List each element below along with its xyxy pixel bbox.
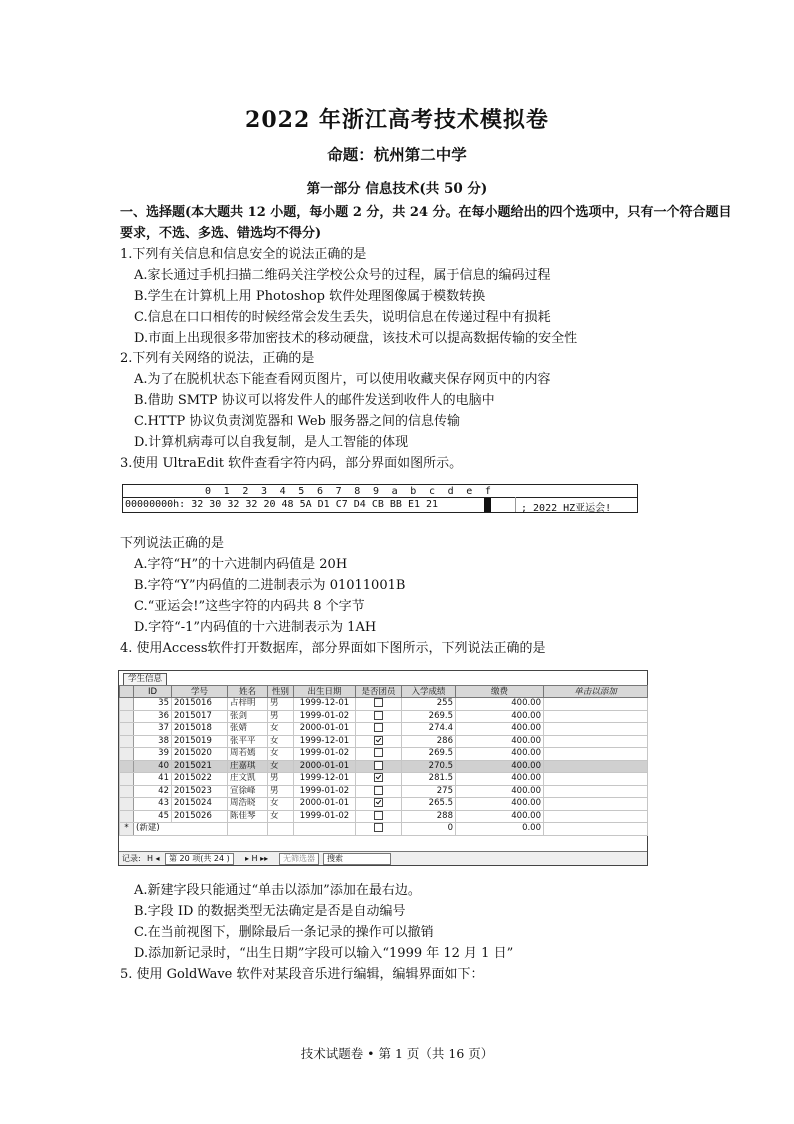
cell-id[interactable]: 39 xyxy=(134,748,172,761)
header-row xyxy=(120,686,648,698)
cell-score[interactable]: 269.5 xyxy=(402,710,456,723)
cell-member[interactable] xyxy=(356,748,402,761)
cell-score[interactable]: 274.4 xyxy=(402,723,456,736)
q1-option-d: D.市面上出现很多带加密技术的移动硬盘，该技术可以提高数据传输的安全性 xyxy=(134,331,578,346)
cell-name[interactable]: 张平平 xyxy=(228,735,268,748)
cell-sex[interactable]: 女 xyxy=(268,760,294,773)
q5-stem: 5. 使用 GoldWave 软件对某段音乐进行编辑，编辑界面如下： xyxy=(120,967,484,982)
cell-score[interactable]: 275 xyxy=(402,785,456,798)
cell-id[interactable]: 40 xyxy=(134,760,172,773)
cell-empty[interactable] xyxy=(544,823,648,836)
cell-score[interactable]: 265.5 xyxy=(402,798,456,811)
table-row[interactable] xyxy=(120,698,648,711)
table-row[interactable] xyxy=(120,710,648,723)
column-header-click-to-add[interactable]: 单击以添加 xyxy=(544,686,648,698)
page-footer: 技术试题卷 • 第 1 页（共 16 页） xyxy=(300,1046,494,1061)
hex-editor-strip xyxy=(122,484,638,513)
column-header-student-no[interactable]: 学号 xyxy=(172,686,228,698)
filter-indicator[interactable]: 无筛选器 xyxy=(279,853,319,865)
checkbox-unchecked[interactable] xyxy=(374,748,383,757)
column-header-birth[interactable]: 出生日期 xyxy=(294,686,356,698)
hex-column-header: 0 1 2 3 4 5 6 7 8 9 a b c d e f xyxy=(205,486,492,497)
cell-birth[interactable]: 2000-01-01 xyxy=(294,723,356,736)
cell-member[interactable] xyxy=(356,698,402,711)
cell-name[interactable]: 周浩晓 xyxy=(228,798,268,811)
cell-empty[interactable] xyxy=(544,785,648,798)
q3-option-d: D.字符“-1”内码值的十六进制表示为 1AH xyxy=(134,620,377,635)
cell-student-no[interactable]: 2015024 xyxy=(172,798,228,811)
cell-student-no[interactable]: 2015019 xyxy=(172,735,228,748)
table-tab[interactable]: 学生信息 xyxy=(123,673,167,685)
access-datasheet xyxy=(118,670,648,866)
cell-empty[interactable] xyxy=(544,773,648,786)
row-selector[interactable] xyxy=(120,698,134,711)
cell-fee[interactable]: 400.00 xyxy=(456,798,544,811)
hex-text-divider xyxy=(515,497,516,512)
cell-id[interactable]: 36 xyxy=(134,710,172,723)
cell-name[interactable]: 庄文凯 xyxy=(228,773,268,786)
datasheet-body xyxy=(120,698,648,836)
q3-option-a: A.字符“H”的十六进制内码值是 20H xyxy=(134,557,348,572)
q4-stem: 4. 使用Access软件打开数据库，部分界面如下图所示，下列说法正确的是 xyxy=(120,641,546,656)
cell-id[interactable]: 45 xyxy=(134,810,172,823)
checkbox-unchecked[interactable] xyxy=(374,761,383,770)
new-record-row[interactable] xyxy=(120,823,648,836)
cell-student-no[interactable]: 2015022 xyxy=(172,773,228,786)
q4-option-b: B.字段 ID 的数据类型无法确定是否是自动编号 xyxy=(134,904,406,919)
cell-student-no[interactable]: 2015023 xyxy=(172,785,228,798)
checkbox-checked[interactable] xyxy=(374,798,383,807)
cell-name[interactable]: 周若嫣 xyxy=(228,748,268,761)
cell-student-no[interactable]: 2015021 xyxy=(172,760,228,773)
table-row[interactable] xyxy=(120,735,648,748)
cell-birth[interactable]: 1999-12-01 xyxy=(294,735,356,748)
q4-option-a: A.新建字段只能通过“单击以添加”添加在最右边。 xyxy=(134,883,421,898)
row-selector[interactable] xyxy=(120,810,134,823)
q1-option-a: A.家长通过手机扫描二维码关注学校公众号的过程，属于信息的编码过程 xyxy=(134,268,551,283)
q2-option-a: A.为了在脱机状态下能查看网页图片，可以使用收藏夹保存网页中的内容 xyxy=(134,372,551,387)
cell-empty[interactable] xyxy=(544,748,648,761)
cell-id[interactable]: 42 xyxy=(134,785,172,798)
instructions-line-1: 一、选择题(本大题共 12 小题，每小题 2 分，共 24 分。在每小题给出的四个选项中，只有一个符合题目 xyxy=(120,205,732,220)
cell-fee[interactable]: 400.00 xyxy=(456,748,544,761)
new-row-marker[interactable]: * xyxy=(120,823,134,836)
checkbox-unchecked[interactable] xyxy=(374,823,383,832)
cell-sex[interactable]: 女 xyxy=(268,735,294,748)
q1-option-b: B.学生在计算机上用 Photoshop 软件处理图像属于模数转换 xyxy=(134,289,486,304)
cell-birth[interactable]: 1999-01-02 xyxy=(294,748,356,761)
cell-sex[interactable]: 女 xyxy=(268,748,294,761)
row-selector[interactable] xyxy=(120,798,134,811)
cell-sex[interactable]: 男 xyxy=(268,773,294,786)
cell-name[interactable]: 张剑 xyxy=(228,710,268,723)
cell-birth[interactable]: 1999-12-01 xyxy=(294,773,356,786)
cell-empty[interactable] xyxy=(544,735,648,748)
cell-member[interactable] xyxy=(356,723,402,736)
instructions-line-2: 要求，不选、多选、错选均不得分) xyxy=(120,226,322,241)
cell-birth[interactable]: 2000-01-01 xyxy=(294,760,356,773)
row-selector[interactable] xyxy=(120,723,134,736)
cell-name[interactable]: 张婧 xyxy=(228,723,268,736)
cell-empty[interactable] xyxy=(544,698,648,711)
q2-option-c: C.HTTP 协议负责浏览器和 Web 服务器之间的信息传输 xyxy=(134,414,460,429)
cell-member[interactable] xyxy=(356,810,402,823)
table-row[interactable] xyxy=(120,723,648,736)
cell-name[interactable]: 庄嘉琪 xyxy=(228,760,268,773)
cell-id[interactable]: 43 xyxy=(134,798,172,811)
cell-fee[interactable]: 400.00 xyxy=(456,785,544,798)
q3-stem: 3.使用 UltraEdit 软件查看字符内码，部分界面如图所示。 xyxy=(120,456,463,471)
hex-text-column: ; 2022 HZ亚运会! xyxy=(521,503,612,514)
cell-sex[interactable]: 男 xyxy=(268,698,294,711)
cell-birth[interactable]: 1999-01-02 xyxy=(294,785,356,798)
column-header-fee[interactable]: 缴费 xyxy=(456,686,544,698)
cell-birth[interactable]: 1999-12-01 xyxy=(294,698,356,711)
row-selector[interactable] xyxy=(120,710,134,723)
cell-fee[interactable]: 400.00 xyxy=(456,773,544,786)
cell-member[interactable] xyxy=(356,773,402,786)
cell-student-no[interactable]: 2015020 xyxy=(172,748,228,761)
q3-lead: 下列说法正确的是 xyxy=(120,536,225,551)
hex-cursor xyxy=(484,498,491,512)
cell-score[interactable]: 286 xyxy=(402,735,456,748)
exam-title: 2022 年浙江高考技术模拟卷 xyxy=(245,107,549,133)
cell-fee[interactable]: 400.00 xyxy=(456,710,544,723)
cell-sex[interactable]: 男 xyxy=(268,710,294,723)
cell-student-no[interactable]: 2015017 xyxy=(172,710,228,723)
cell-empty[interactable] xyxy=(544,810,648,823)
cell-score[interactable]: 270.5 xyxy=(402,760,456,773)
table-row[interactable] xyxy=(120,810,648,823)
checkbox-checked[interactable] xyxy=(374,736,383,745)
cell-id[interactable]: 37 xyxy=(134,723,172,736)
cell-member[interactable] xyxy=(356,710,402,723)
datasheet-table xyxy=(119,685,648,836)
cell-id[interactable]: 38 xyxy=(134,735,172,748)
checkbox-unchecked[interactable] xyxy=(374,811,383,820)
cell-student-no[interactable]: 2015018 xyxy=(172,723,228,736)
cell-sex[interactable]: 男 xyxy=(268,785,294,798)
cell-sex[interactable]: 女 xyxy=(268,723,294,736)
cell-score[interactable]: 0 xyxy=(402,823,456,836)
cell-name[interactable]: 占梓明 xyxy=(228,698,268,711)
cell-score[interactable]: 288 xyxy=(402,810,456,823)
cell-empty[interactable] xyxy=(544,723,648,736)
table-row[interactable] xyxy=(120,798,648,811)
search-box[interactable]: 搜索 xyxy=(323,853,391,865)
cell-fee[interactable]: 400.00 xyxy=(456,735,544,748)
row-selector-header xyxy=(120,686,134,698)
checkbox-unchecked[interactable] xyxy=(374,723,383,732)
cell-birth[interactable]: 1999-01-02 xyxy=(294,810,356,823)
new-row-label[interactable]: (新建) xyxy=(134,823,228,836)
table-row[interactable] xyxy=(120,760,648,773)
cell-fee[interactable]: 400.00 xyxy=(456,810,544,823)
cell-empty[interactable] xyxy=(544,798,648,811)
nav-next-last-buttons[interactable]: ▸ H ▸▸ xyxy=(245,854,269,863)
cell-empty[interactable] xyxy=(294,823,356,836)
cell-name[interactable]: 宣徐峰 xyxy=(228,785,268,798)
cell-fee[interactable]: 0.00 xyxy=(456,823,544,836)
part-heading: 第一部分 信息技术(共 50 分) xyxy=(306,181,488,197)
cell-member[interactable] xyxy=(356,760,402,773)
cell-sex[interactable]: 女 xyxy=(268,798,294,811)
hex-divider xyxy=(123,497,637,498)
row-selector[interactable] xyxy=(120,785,134,798)
row-selector[interactable] xyxy=(120,760,134,773)
checkbox-checked[interactable] xyxy=(374,773,383,782)
record-position[interactable]: 第 20 项(共 24 ) xyxy=(165,853,234,865)
cell-member[interactable] xyxy=(356,785,402,798)
cell-member[interactable] xyxy=(356,798,402,811)
table-row[interactable] xyxy=(120,785,648,798)
record-navigation-bar xyxy=(119,851,647,865)
cell-id[interactable]: 41 xyxy=(134,773,172,786)
column-header-score[interactable]: 入学成绩 xyxy=(402,686,456,698)
nav-first-prev-buttons[interactable]: H ◂ xyxy=(147,854,160,863)
table-row[interactable] xyxy=(120,748,648,761)
q1-stem: 1.下列有关信息和信息安全的说法正确的是 xyxy=(120,247,367,262)
column-header-name[interactable]: 姓名 xyxy=(228,686,268,698)
cell-sex[interactable]: 女 xyxy=(268,810,294,823)
cell-fee[interactable]: 400.00 xyxy=(456,723,544,736)
cell-member[interactable] xyxy=(356,735,402,748)
checkbox-unchecked[interactable] xyxy=(374,698,383,707)
cell-name[interactable]: 陈佳琴 xyxy=(228,810,268,823)
cell-empty[interactable] xyxy=(544,760,648,773)
cell-empty[interactable] xyxy=(228,823,268,836)
record-label: 记录: xyxy=(122,854,141,863)
column-header-sex[interactable]: 性别 xyxy=(268,686,294,698)
row-selector[interactable] xyxy=(120,748,134,761)
cell-score[interactable]: 281.5 xyxy=(402,773,456,786)
cell-member[interactable] xyxy=(356,823,402,836)
cell-fee[interactable]: 400.00 xyxy=(456,760,544,773)
q1-option-c: C.信息在口口相传的时候经常会发生丢失，说明信息在传递过程中有损耗 xyxy=(134,310,551,325)
q3-option-b: B.字符“Y”内码值的二进制表示为 01011001B xyxy=(134,578,406,593)
cell-empty[interactable] xyxy=(544,710,648,723)
q3-option-c: C.“亚运会!”这些字符的内码共 8 个字节 xyxy=(134,599,365,614)
checkbox-unchecked[interactable] xyxy=(374,786,383,795)
q4-option-c: C.在当前视图下，删除最后一条记录的操作可以撤销 xyxy=(134,925,434,940)
q4-option-d: D.添加新记录时，“出生日期”字段可以输入“1999 年 12 月 1 日” xyxy=(134,946,514,961)
checkbox-unchecked[interactable] xyxy=(374,711,383,720)
q2-option-d: D.计算机病毒可以自我复制，是人工智能的体现 xyxy=(134,435,409,450)
cell-score[interactable]: 269.5 xyxy=(402,748,456,761)
cell-score[interactable]: 255 xyxy=(402,698,456,711)
q2-stem: 2.下列有关网络的说法，正确的是 xyxy=(120,351,315,366)
q2-option-b: B.借助 SMTP 协议可以将发件人的邮件发送到收件人的电脑中 xyxy=(134,393,495,408)
cell-fee[interactable]: 400.00 xyxy=(456,698,544,711)
cell-empty[interactable] xyxy=(268,823,294,836)
hex-row: 00000000h: 32 30 32 32 20 48 5A D1 C7 D4 CB BB E1 21 xyxy=(125,499,439,510)
cell-birth[interactable]: 2000-01-01 xyxy=(294,798,356,811)
row-selector[interactable] xyxy=(120,735,134,748)
exam-subtitle: 命题：杭州第二中学 xyxy=(327,145,467,164)
cell-id[interactable]: 35 xyxy=(134,698,172,711)
cell-student-no[interactable]: 2015026 xyxy=(172,810,228,823)
column-header-id[interactable]: ID xyxy=(134,686,172,698)
cell-student-no[interactable]: 2015016 xyxy=(172,698,228,711)
table-row[interactable] xyxy=(120,773,648,786)
column-header-member[interactable]: 是否团员 xyxy=(356,686,402,698)
row-selector[interactable] xyxy=(120,773,134,786)
cell-birth[interactable]: 1999-01-02 xyxy=(294,710,356,723)
